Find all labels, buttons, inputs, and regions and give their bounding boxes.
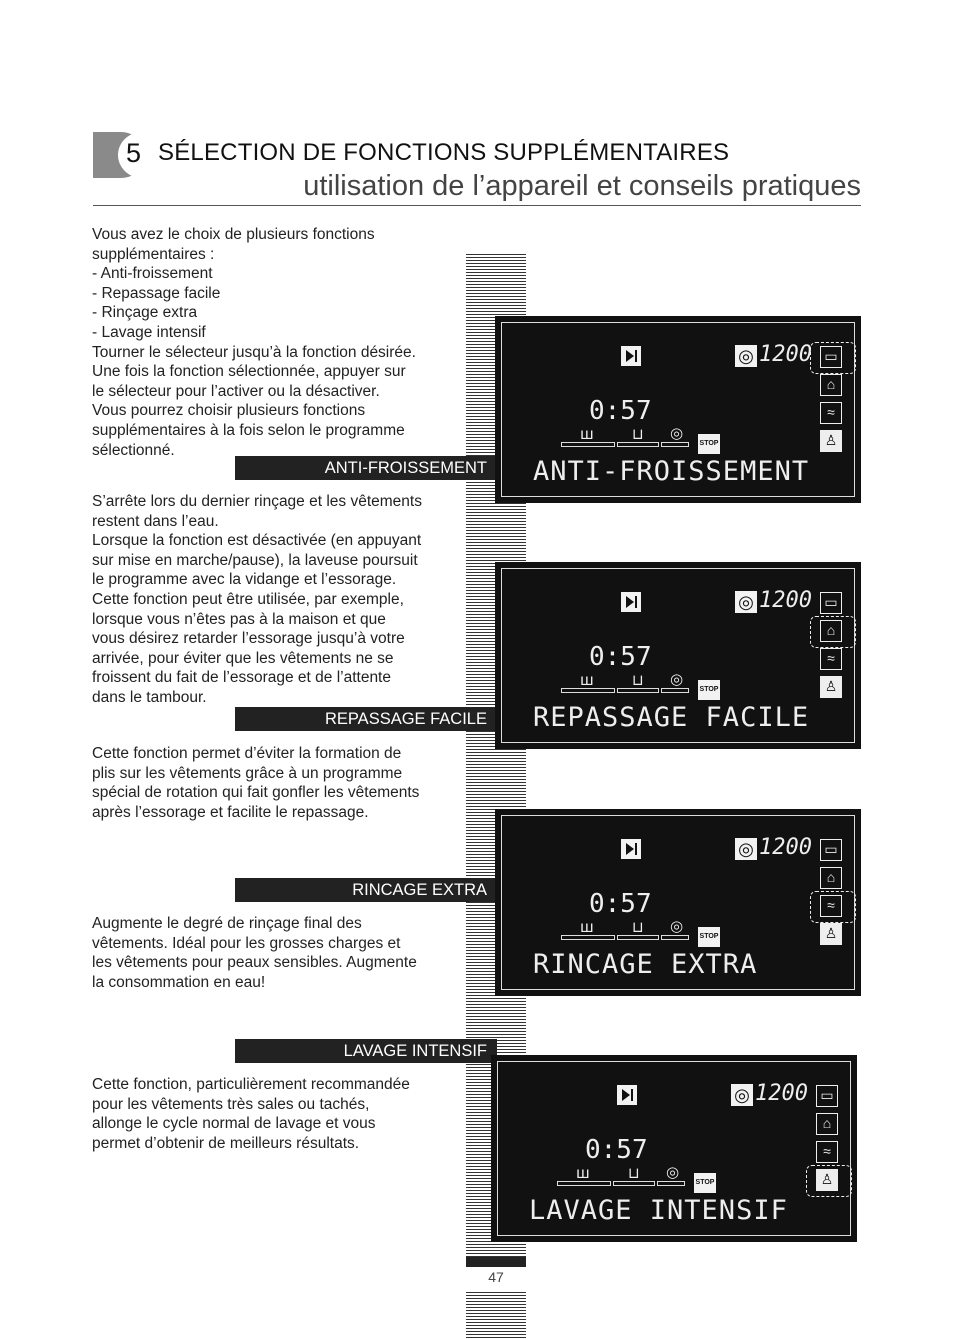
tub-icon: ▭ bbox=[820, 592, 842, 614]
progress-slot-spin bbox=[661, 442, 689, 447]
iron-icon: ⌂ bbox=[816, 1113, 838, 1135]
section-text-rincage-extra: Augmente le degré de rinçage final des vêtements. Idéal pour les grosses charges et les vêtements pour peaux sensibles. Augmente la consommation en eau! bbox=[92, 915, 417, 991]
section-label-anti-froissement: ANTI-FROISSEMENT bbox=[235, 456, 497, 480]
wash-icon: ⊔ bbox=[632, 671, 644, 689]
chapter-subtitle: utilisation de l’appareil et conseils pratiques bbox=[303, 170, 861, 202]
spin-icon: ◎ bbox=[735, 838, 757, 860]
prewash-icon: ш bbox=[576, 1164, 590, 1182]
stop-indicator: STOP bbox=[694, 1173, 716, 1193]
progress-slot-spin bbox=[661, 688, 689, 693]
section-text-anti-froissement: S’arrête lors du dernier rinçage et les vêtements restent dans l’eau. Lorsque la fonction est désactivée (en appuyant sur mise en marche/pause), la laveuse poursuit le programme avec la vidange et l’essorage. Cette fonction peut être utilisée, par exemple, lorsque vous n’êtes pas à la maison et que vous désirez retarder l’essorage jusqu’à votre arrivée, pour éviter que les vêtements ne se froissent du fait de l’essorage et de l’attente dans le tambour. bbox=[92, 493, 422, 706]
progress-slot-spin bbox=[661, 935, 689, 940]
spin-icon: ◎ bbox=[735, 345, 757, 367]
progress-slot-rinse bbox=[617, 688, 659, 693]
iron-icon: ⌂ bbox=[820, 374, 842, 396]
section-text-repassage-facile: Cette fonction permet d’éviter la formation de plis sur les vêtements grâce à un programme spécial de rotation qui fait gonfler les vêtements après l’essorage et facilite le repassage. bbox=[92, 745, 420, 821]
lcd-panel bbox=[491, 1055, 857, 1242]
progress-slot-wash bbox=[561, 688, 615, 693]
spin-icon: ◎ bbox=[735, 591, 757, 613]
blink-rays-icon bbox=[810, 616, 856, 648]
lcd-function-text: ANTI-FROISSEMENT bbox=[533, 456, 810, 487]
page-number: 47 bbox=[488, 1269, 504, 1285]
blink-rays-icon bbox=[806, 1165, 852, 1197]
shirt-icon: ♙ bbox=[820, 430, 842, 452]
shirt-icon: ♙ bbox=[816, 1169, 838, 1191]
stop-indicator: STOP bbox=[698, 434, 720, 454]
progress-slot-wash bbox=[561, 935, 615, 940]
progress-slot-wash bbox=[561, 442, 615, 447]
spin-icon: ◎ bbox=[731, 1084, 753, 1106]
progress-slot-rinse bbox=[613, 1181, 655, 1186]
wash-icon: ⊔ bbox=[632, 918, 644, 936]
lcd-panel bbox=[495, 316, 861, 503]
progress-slot-rinse bbox=[617, 442, 659, 447]
rinse-icon: ≈ bbox=[820, 402, 842, 424]
time-remaining: 0:57 bbox=[585, 1135, 648, 1165]
tub-icon: ▭ bbox=[820, 839, 842, 861]
play-skip-icon bbox=[617, 1085, 637, 1105]
progress-slot-rinse bbox=[617, 935, 659, 940]
chapter-number: 5 bbox=[126, 138, 142, 168]
spin-small-icon: ◎ bbox=[670, 670, 684, 688]
time-remaining: 0:57 bbox=[589, 642, 652, 672]
play-skip-icon bbox=[621, 346, 641, 366]
rinse-icon: ≈ bbox=[820, 895, 842, 917]
lcd-panel bbox=[495, 562, 861, 749]
page-number-band bbox=[466, 1257, 526, 1267]
shirt-icon: ♙ bbox=[820, 676, 842, 698]
shirt-icon: ♙ bbox=[820, 923, 842, 945]
time-remaining: 0:57 bbox=[589, 889, 652, 919]
progress-slot-spin bbox=[657, 1181, 685, 1186]
wash-icon: ⊔ bbox=[632, 425, 644, 443]
spin-speed: 1200 bbox=[759, 342, 812, 367]
wash-icon: ⊔ bbox=[628, 1164, 640, 1182]
play-skip-icon bbox=[621, 592, 641, 612]
rinse-icon: ≈ bbox=[816, 1141, 838, 1163]
blink-rays-icon bbox=[810, 342, 856, 374]
rinse-icon: ≈ bbox=[820, 648, 842, 670]
spin-small-icon: ◎ bbox=[670, 917, 684, 935]
header-rule bbox=[93, 205, 861, 206]
lcd-function-text: LAVAGE INTENSIF bbox=[529, 1195, 788, 1226]
iron-icon: ⌂ bbox=[820, 867, 842, 889]
lcd-function-text: REPASSAGE FACILE bbox=[533, 702, 810, 733]
prewash-icon: ш bbox=[580, 918, 594, 936]
progress-slot-wash bbox=[557, 1181, 611, 1186]
tub-icon: ▭ bbox=[820, 346, 842, 368]
play-skip-icon bbox=[621, 839, 641, 859]
section-label-rincage-extra: RINCAGE EXTRA bbox=[235, 878, 497, 902]
spin-speed: 1200 bbox=[755, 1081, 808, 1106]
section-label-repassage-facile: REPASSAGE FACILE bbox=[235, 707, 497, 731]
stop-indicator: STOP bbox=[698, 927, 720, 947]
tub-icon: ▭ bbox=[816, 1085, 838, 1107]
blink-rays-icon bbox=[810, 891, 856, 923]
lcd-function-text: RINCAGE EXTRA bbox=[533, 949, 758, 980]
lcd-panel bbox=[495, 809, 861, 996]
section-text-lavage-intensif: Cette fonction, particulièrement recommandée pour les vêtements très sales ou tachés, allonge le cycle normal de lavage et vous permet d’obtenir de meilleurs résultats. bbox=[92, 1076, 410, 1152]
prewash-icon: ш bbox=[580, 671, 594, 689]
section-label-lavage-intensif: LAVAGE INTENSIF bbox=[235, 1039, 497, 1063]
chapter-title: SÉLECTION DE FONCTIONS SUPPLÉMENTAIRES bbox=[158, 139, 730, 166]
time-remaining: 0:57 bbox=[589, 396, 652, 426]
intro-text: Vous avez le choix de plusieurs fonctions supplémentaires : - Anti-froissement - Repassage facile - Rinçage extra - Lavage intensif Tourner le sélecteur jusqu’à la fonction désirée. Une fois la fonction sélectionnée, appuyer sur le sélecteur pour l’activer ou la désactiver. Vous pourrez choisir plusieurs fonctions supplémentaires à la fois selon le programme sélectionné. bbox=[92, 226, 416, 459]
prewash-icon: ш bbox=[580, 425, 594, 443]
spin-speed: 1200 bbox=[759, 835, 812, 860]
iron-icon: ⌂ bbox=[820, 620, 842, 642]
spin-speed: 1200 bbox=[759, 588, 812, 613]
spin-small-icon: ◎ bbox=[666, 1163, 680, 1181]
stop-indicator: STOP bbox=[698, 680, 720, 700]
spin-small-icon: ◎ bbox=[670, 424, 684, 442]
